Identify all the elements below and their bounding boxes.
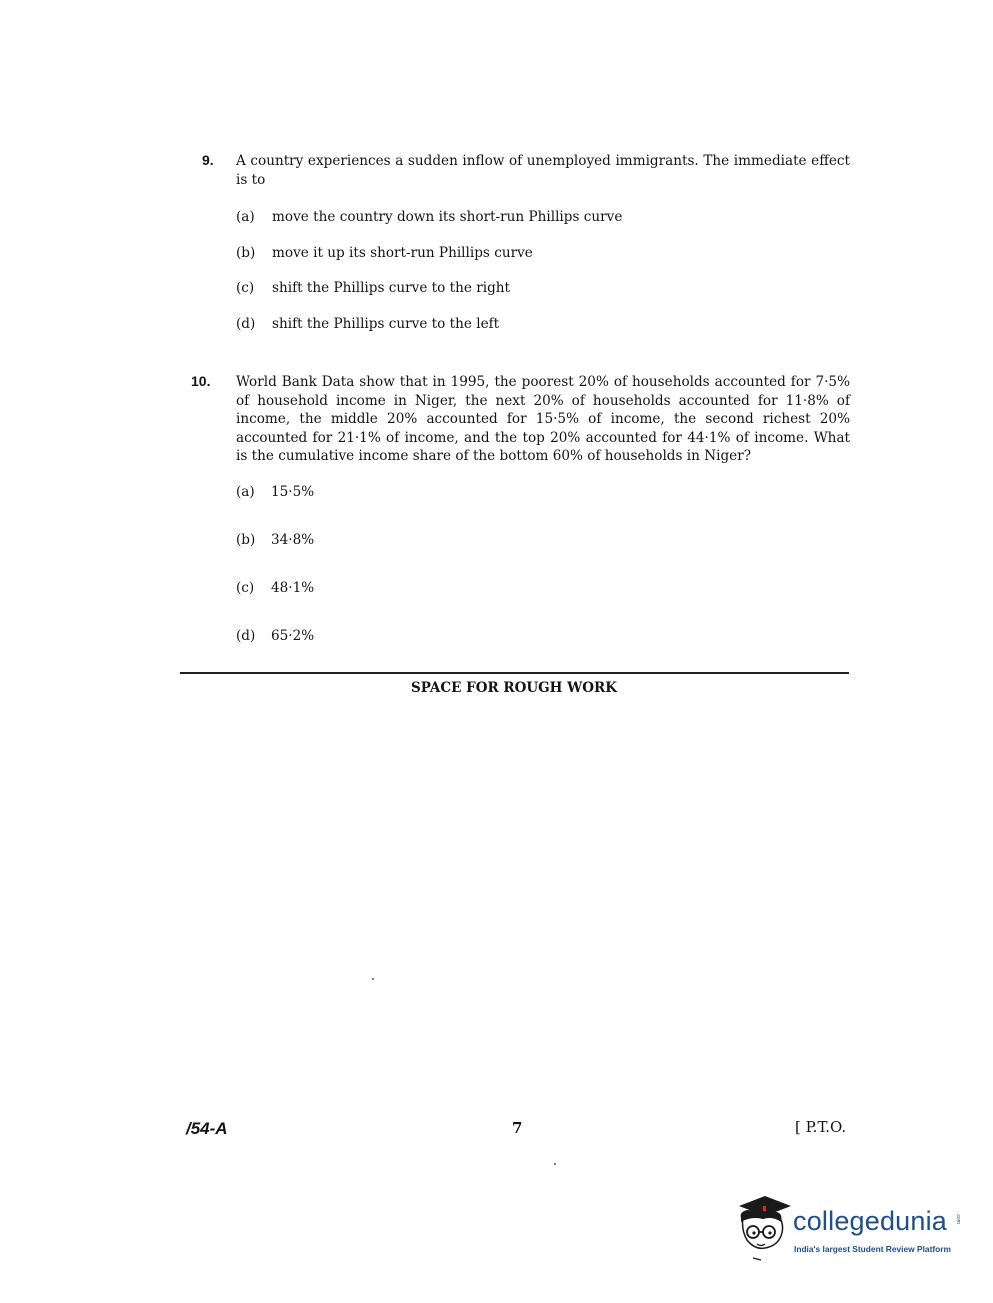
option-label: (a): [236, 209, 255, 225]
rough-work-label: SPACE FOR ROUGH WORK: [410, 680, 617, 696]
option-text: 65·2%: [271, 628, 315, 644]
scan-speck: [372, 978, 374, 980]
option-text: 48·1%: [271, 580, 315, 596]
option-b: [236, 531, 314, 549]
option-text: shift the Phillips curve to the right: [272, 280, 510, 296]
logo-brand-text: collegedunia: [793, 1206, 948, 1236]
option-d: [236, 315, 499, 333]
option-c: [236, 579, 314, 597]
option-text: 15·5%: [271, 484, 315, 500]
option-d: [236, 627, 314, 645]
page-number: 7: [512, 1119, 523, 1137]
option-text: 34·8%: [271, 532, 315, 548]
option-a: [236, 208, 622, 226]
mascot-icon: [733, 1192, 793, 1264]
option-label: (d): [236, 628, 256, 644]
paper-code: /54-A: [186, 1119, 228, 1138]
option-a: [236, 483, 314, 501]
scan-speck: [554, 1163, 556, 1165]
option-label: (b): [236, 532, 256, 548]
option-label: (b): [236, 245, 256, 261]
question-text: A country experiences a sudden inflow of unemployed immigrants. The immediate effect is to: [236, 153, 850, 188]
pto-label: [ P.T.O.: [795, 1118, 847, 1136]
logo-domain-text: .com: [955, 1213, 961, 1224]
option-label: (a): [236, 484, 255, 500]
option-b: [236, 244, 533, 262]
question-text: World Bank Data show that in 1995, the poorest 20% of households accounted for 7·5% of household income in Niger, the next 20% of households accounted for 11·8% of income, the middle 20% accounted for 15·5% of income, the second richest 20% accounted for 21·1% of income, and the top 20% accounted for 44·1% of income. What is the cumulative income share of the bottom 60% of households in Niger?: [236, 374, 850, 465]
option-label: (c): [236, 280, 255, 296]
option-label: (c): [236, 580, 255, 596]
question-number: 9.: [202, 152, 214, 168]
logo-tagline: India's largest Student Review Platform: [794, 1244, 951, 1254]
rough-work-divider: [180, 672, 849, 674]
option-text: move the country down its short-run Phillips curve: [272, 209, 623, 225]
question-number: 10.: [191, 373, 211, 389]
option-label: (d): [236, 316, 256, 332]
collegedunia-logo: [733, 1192, 963, 1272]
option-text: shift the Phillips curve to the left: [272, 316, 500, 332]
option-c: [236, 279, 510, 297]
option-text: move it up its short-run Phillips curve: [272, 245, 533, 261]
